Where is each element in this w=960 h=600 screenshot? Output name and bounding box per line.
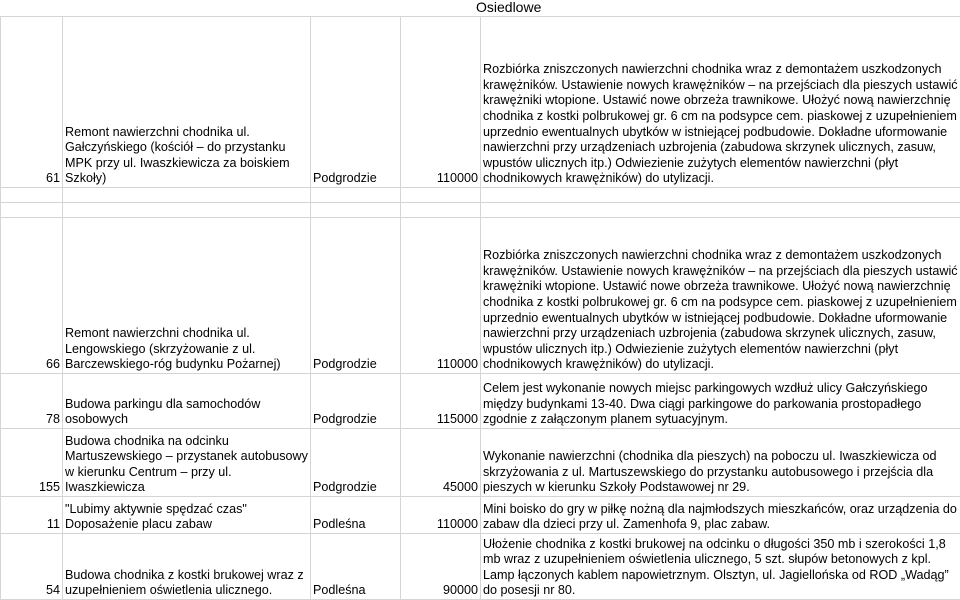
cell-empty[interactable] bbox=[1, 203, 63, 218]
cell-id[interactable]: 54 bbox=[1, 534, 63, 600]
cell-name[interactable]: Budowa chodnika na odcinku Martuszewskiego – przystanek autobusowy w kierunku Centrum – przy ul. Iwaszkiewicza bbox=[63, 429, 311, 497]
cell-id[interactable]: 78 bbox=[1, 374, 63, 429]
table-row bbox=[1, 534, 960, 600]
cell-district[interactable]: Podleśna bbox=[311, 497, 401, 534]
cell-cost[interactable]: 110000 bbox=[401, 17, 481, 188]
sheet-title: Osiedlowe bbox=[476, 0, 541, 14]
cell-empty[interactable] bbox=[401, 203, 481, 218]
cell-description[interactable]: Mini boisko do gry w piłkę nożną dla najmłodszych mieszkańców, oraz urządzenia do zabaw dla dzieci przy ul. Zamenhofa 9, plac zabaw. bbox=[481, 497, 960, 534]
cell-empty[interactable] bbox=[1, 188, 63, 203]
cell-empty[interactable] bbox=[481, 188, 960, 203]
cell-description[interactable]: Rozbiórka zniszczonych nawierzchni chodnika wraz z demontażem uszkodzonych krawężników. Ustawienie nowych krawężników – na przejściach dla pieszych ustawić krawężniki wtopione. Ustawić nowe obrzeża trawnikowe. Ułożyć nową nawierzchnię chodnika z kostki polbrukowej gr. 6 cm na podsypce cem. piaskowej z uzupełnieniem uprzednio ewentualnych ubytków w istniejącej podbudowie. Dokładne uformowanie nawierzchni przy urządzeniach uzbrojenia (zabudowa skrzynek ulicznych, zasuw, wpustów ulicznych itp.) Odwiezienie zużytych elementów nawierzchni (płyt chodnikowych krawężników) do utylizacji. bbox=[481, 17, 960, 188]
cell-empty[interactable] bbox=[63, 203, 311, 218]
cell-empty[interactable] bbox=[63, 188, 311, 203]
table-row bbox=[1, 374, 960, 429]
cell-cost[interactable]: 110000 bbox=[401, 218, 481, 374]
cell-empty[interactable] bbox=[401, 188, 481, 203]
cell-name[interactable]: Budowa chodnika z kostki brukowej wraz z uzupełnieniem oświetlenia ulicznego. bbox=[63, 534, 311, 600]
table-row bbox=[1, 17, 960, 188]
table-row bbox=[1, 429, 960, 497]
cell-cost[interactable]: 115000 bbox=[401, 374, 481, 429]
sheet-header bbox=[0, 0, 960, 16]
cell-id[interactable]: 66 bbox=[1, 218, 63, 374]
cell-id[interactable]: 155 bbox=[1, 429, 63, 497]
cell-description[interactable]: Rozbiórka zniszczonych nawierzchni chodnika wraz z demontażem uszkodzonych krawężników. Ustawienie nowych krawężników – na przejściach dla pieszych ustawić krawężniki wtopione. Ustawić nowe obrzeża trawnikowe. Ułożyć nową nawierzchnię chodnika z kostki polbrukowej gr. 6 cm na podsypce cem. piaskowej z uzupełnieniem uprzednio ewentualnych ubytków w istniejącej podbudowie. Dokładne uformowanie nawierzchni przy urządzeniach uzbrojenia (zabudowa skrzynek ulicznych, zasuw, wpustów ulicznych itp.) Odwiezienie zużytych elementów nawierzchni (płyt chodnikowych krawężników) do utylizacji. bbox=[481, 218, 960, 374]
spreadsheet-table bbox=[0, 16, 960, 600]
cell-cost[interactable]: 90000 bbox=[401, 534, 481, 600]
cell-description[interactable]: Wykonanie nawierzchni (chodnika dla pieszych) na poboczu ul. Iwaszkiewicza od skrzyżowania z ul. Martuszewskiego do przystanku autobusowego i przejścia dla pieszych w kierunku Szkoły Podstawowej nr 29. bbox=[481, 429, 960, 497]
table-row bbox=[1, 497, 960, 534]
cell-district[interactable]: Podgrodzie bbox=[311, 17, 401, 188]
cell-id[interactable]: 61 bbox=[1, 17, 63, 188]
cell-empty[interactable] bbox=[481, 203, 960, 218]
cell-id[interactable]: 11 bbox=[1, 497, 63, 534]
cell-name[interactable]: Remont nawierzchni chodnika ul. Gałczyńskiego (kościół – do przystanku MPK przy ul. Iwaszkiewicza za boiskiem Szkoły) bbox=[63, 17, 311, 188]
cell-district[interactable]: Podgrodzie bbox=[311, 374, 401, 429]
cell-description[interactable]: Ułożenie chodnika z kostki brukowej na odcinku o długości 350 mb i szerokości 1,8 mb wraz z uzupełnieniem oświetlenia ulicznego, 5 szt. słupów betonowych z kpl. Lamp łączonych kablem napowietrznym. Olsztyn, ul. Jagiellońska od ROD „Wadąg” do posesji nr 80. bbox=[481, 534, 960, 600]
table-row bbox=[1, 218, 960, 374]
cell-district[interactable]: Podleśna bbox=[311, 534, 401, 600]
cell-name[interactable]: "Lubimy aktywnie spędzać czas" Doposażenie placu zabaw bbox=[63, 497, 311, 534]
table-row bbox=[1, 203, 960, 218]
cell-district[interactable]: Podgrodzie bbox=[311, 429, 401, 497]
table-row bbox=[1, 188, 960, 203]
cell-cost[interactable]: 110000 bbox=[401, 497, 481, 534]
cell-description[interactable]: Celem jest wykonanie nowych miejsc parkingowych wzdłuż ulicy Gałczyńskiego między budynkami 13-40. Dwa ciągi parkingowe do parkowania prostopadłego zgodnie z załączonym planem sytuacyjnym. bbox=[481, 374, 960, 429]
cell-empty[interactable] bbox=[311, 203, 401, 218]
cell-cost[interactable]: 45000 bbox=[401, 429, 481, 497]
cell-district[interactable]: Podgrodzie bbox=[311, 218, 401, 374]
cell-name[interactable]: Remont nawierzchni chodnika ul. Lengowskiego (skrzyżowanie z ul. Barczewskiego-róg budynku Pożarnej) bbox=[63, 218, 311, 374]
cell-empty[interactable] bbox=[311, 188, 401, 203]
cell-name[interactable]: Budowa parkingu dla samochodów osobowych bbox=[63, 374, 311, 429]
